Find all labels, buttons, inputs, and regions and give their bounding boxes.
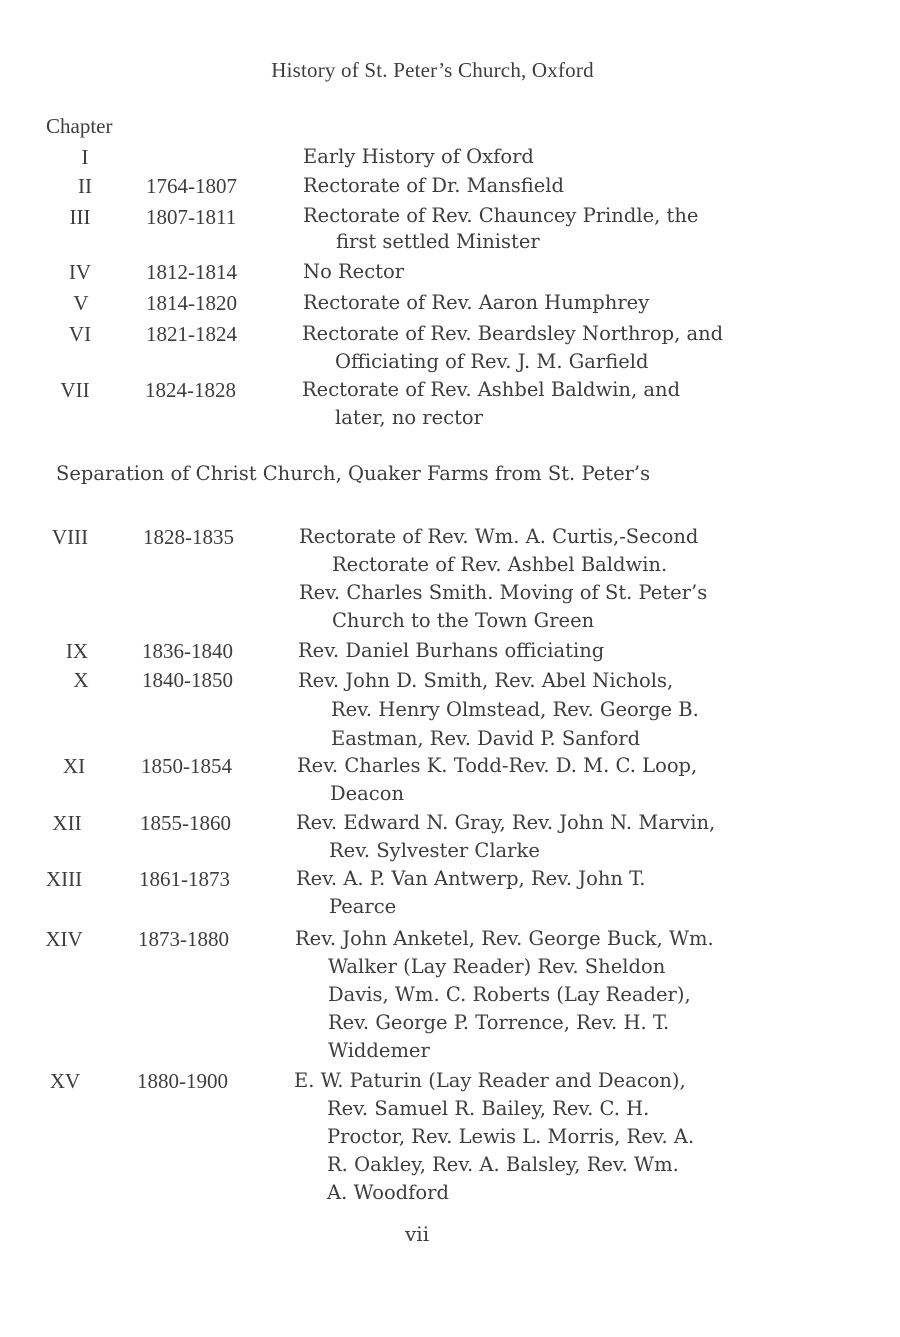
chapter-number: XIV — [45, 927, 83, 951]
description-line: Rev. Charles Smith. Moving of St. Peter’s — [299, 581, 708, 604]
description-line: Rev. John Anketel, Rev. George Buck, Wm. — [295, 927, 714, 950]
chapter-dates: 1821-1824 — [146, 322, 237, 346]
chapter-description — [299, 523, 707, 635]
description-line: Rev. A. P. Van Antwerp, Rev. John T. — [296, 867, 646, 890]
description-line: Rev. Edward N. Gray, Rev. John N. Marvin, — [296, 811, 716, 834]
page-number: vii — [405, 1222, 430, 1246]
description-line: Rev. George P. Torrence, Rev. H. T. — [328, 1011, 670, 1034]
chapter-dates: 1861-1873 — [139, 867, 230, 891]
description-line: Rectorate of Rev. Ashbel Baldwin, and — [302, 378, 681, 401]
chapter-number: I — [81, 145, 89, 169]
chapter-dates: 1880-1900 — [137, 1069, 228, 1093]
document-title: History of St. Peter’s Church, Oxford — [271, 58, 594, 82]
description-line: Pearce — [329, 895, 397, 918]
chapter-number: VI — [68, 322, 92, 346]
description-line: Walker (Lay Reader) Rev. Sheldon — [328, 955, 666, 978]
description-line: Rev. John D. Smith, Rev. Abel Nichols, — [298, 669, 674, 692]
description-line: first settled Minister — [336, 230, 540, 253]
description-line: Rectorate of Rev. Beardsley Northrop, and — [302, 322, 724, 345]
chapter-description — [302, 376, 680, 432]
chapter-dates: 1836-1840 — [142, 639, 233, 663]
chapter-dates: 1812-1814 — [146, 260, 237, 284]
chapter-description — [303, 289, 649, 317]
chapter-dates: 1828-1835 — [143, 525, 234, 549]
chapter-number: X — [73, 668, 89, 692]
description-line: Church to the Town Green — [332, 609, 595, 632]
description-line: Rev. Henry Olmstead, Rev. George B. — [331, 698, 699, 721]
chapter-column-label: Chapter — [46, 114, 113, 138]
description-line: Widdemer — [328, 1039, 430, 1062]
description-line: Rectorate of Dr. Mansfield — [303, 174, 565, 197]
description-line: Deacon — [330, 782, 405, 805]
chapter-number: XII — [52, 811, 82, 835]
chapter-number: V — [73, 291, 89, 315]
chapter-number: XIII — [45, 867, 83, 891]
chapter-description — [303, 203, 698, 255]
description-line: later, no rector — [335, 406, 483, 429]
description-line: No Rector — [303, 260, 405, 283]
chapter-description — [303, 258, 404, 286]
chapter-description — [298, 637, 604, 665]
description-line: Davis, Wm. C. Roberts (Lay Reader), — [328, 983, 691, 1006]
chapter-dates: 1850-1854 — [141, 754, 232, 778]
description-line: Proctor, Rev. Lewis L. Morris, Rev. A. — [327, 1125, 695, 1148]
section-heading: Separation of Christ Church, Quaker Farms from St. Peter’s — [56, 462, 651, 485]
chapter-number: VII — [60, 378, 90, 402]
description-line: Rev. Charles K. Todd-Rev. D. M. C. Loop, — [297, 754, 698, 777]
chapter-dates: 1764-1807 — [146, 174, 237, 198]
chapter-dates: 1814-1820 — [146, 291, 237, 315]
description-line: Rectorate of Rev. Aaron Humphrey — [303, 291, 650, 314]
description-line: E. W. Paturin (Lay Reader and Deacon), — [294, 1069, 686, 1092]
chapter-dates: 1873-1880 — [138, 927, 229, 951]
description-line: Eastman, Rev. David P. Sanford — [331, 727, 641, 750]
chapter-description — [298, 666, 699, 753]
description-line: Rev. Samuel R. Bailey, Rev. C. H. — [327, 1097, 650, 1120]
description-line: Rectorate of Rev. Ashbel Baldwin. — [332, 553, 668, 576]
description-line: Early History of Oxford — [303, 145, 534, 168]
chapter-description — [294, 1067, 694, 1207]
chapter-dates: 1855-1860 — [140, 811, 231, 835]
chapter-number: VIII — [51, 525, 89, 549]
description-line: Rectorate of Rev. Chauncey Prindle, the — [303, 204, 699, 227]
chapter-number: XI — [62, 754, 86, 778]
chapter-number: XV — [49, 1069, 81, 1093]
description-line: R. Oakley, Rev. A. Balsley, Rev. Wm. — [327, 1153, 679, 1176]
chapter-dates: 1807-1811 — [146, 205, 237, 229]
description-line: Rectorate of Rev. Wm. A. Curtis,-Second — [299, 525, 699, 548]
chapter-description — [297, 752, 697, 808]
chapter-description — [302, 320, 723, 376]
description-line: Rev. Sylvester Clarke — [329, 839, 540, 862]
chapter-description — [295, 925, 714, 1065]
chapter-number: IX — [65, 639, 89, 663]
description-line: Rev. Daniel Burhans officiating — [298, 639, 605, 662]
chapter-dates: 1840-1850 — [142, 668, 233, 692]
chapter-number: II — [78, 174, 92, 198]
chapter-description — [303, 143, 534, 171]
description-line: A. Woodford — [327, 1181, 449, 1204]
chapter-number: IV — [68, 260, 92, 284]
chapter-description — [303, 172, 564, 200]
chapter-description — [296, 865, 646, 921]
chapter-number: III — [69, 205, 91, 229]
description-line: Officiating of Rev. J. M. Garfield — [335, 350, 649, 373]
chapter-dates: 1824-1828 — [145, 378, 236, 402]
chapter-description — [296, 809, 715, 865]
